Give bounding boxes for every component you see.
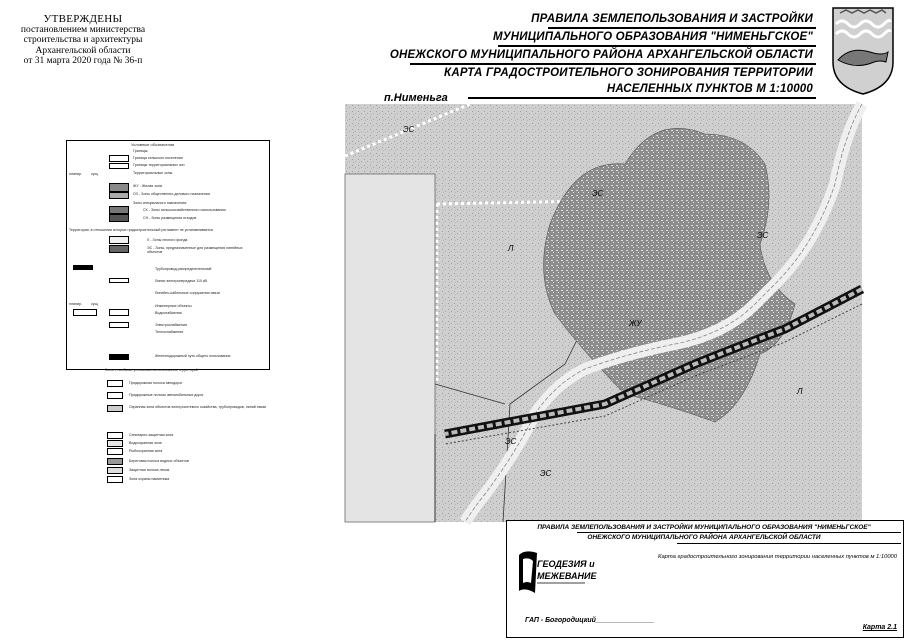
zone-item-4: Водоохранная зона [129, 441, 162, 445]
zone-item-0: Придорожная полоса автодорог [129, 381, 183, 385]
stamp-title-2: ОНЕЖСКОГО МУНИЦИПАЛЬНОГО РАЙОНА АРХАНГЕЛЬСКОЙ ОБЛАСТИ [587, 534, 821, 541]
approval-line-4: Архангельской области [35, 45, 131, 56]
legend-col-exist: сущ. [91, 172, 99, 176]
zones-title: Зоны с особыми условиями использования территорий [105, 368, 198, 372]
legend-item-1: Граница сельского поселения [133, 156, 183, 160]
legend-symbol-es [109, 245, 129, 253]
approval-line-5: от 31 марта 2020 года № 36-п [23, 56, 143, 66]
legend-symbol-zhu [109, 183, 129, 192]
zone-symbol-6 [107, 458, 123, 465]
legend [66, 140, 270, 370]
legend-item-4: ЖУ - Жилая зона [133, 184, 162, 188]
zone-item-6: Береговая полоса водных объектов [129, 459, 189, 463]
zone-symbol-2 [107, 405, 123, 412]
header-line-2: МУНИЦИПАЛЬНОГО ОБРАЗОВАНИЯ "НИМЕНЬГСКОЕ" [492, 31, 813, 43]
legend-symbol-border [109, 155, 129, 162]
zone-symbol-4 [107, 440, 123, 447]
header-underline-4 [468, 97, 816, 99]
legend-symbol-eng-plan [73, 309, 97, 316]
legend-item-10: Л - Зоны лесного фонда [147, 238, 188, 242]
logo-text-1: ГЕОДЕЗИЯ и [537, 559, 595, 569]
legend-item-8: СН - Зоны размещения отходов [143, 216, 197, 220]
legend-item-17: Электроснабжения [155, 323, 187, 327]
map-label-es-1: ЭС [403, 125, 415, 134]
header-line-5: НАСЕЛЕННЫХ ПУНКТОВ М 1:10000 [606, 83, 813, 95]
legend-symbol-eng-exist [109, 309, 129, 316]
stamp-title-1: ПРАВИЛА ЗЕМЛЕПОЛЬЗОВАНИЯ И ЗАСТРОЙКИ МУНИЦИПАЛЬНОГО ОБРАЗОВАНИЯ "НИМЕНЬГСКОЕ" [537, 524, 871, 531]
legend-item-2: Границы территориальных зон [133, 163, 185, 167]
legend-symbol-powerline [109, 278, 129, 283]
legend-title: Условные обозначения [131, 142, 175, 147]
map-label-es-2: ЭС [592, 189, 604, 198]
zone-item-1: Придорожные полосы автомобильных дорог [129, 393, 204, 397]
legend-symbol-sn [109, 214, 129, 222]
zone-item-3: Санитарно-защитная зона [129, 433, 174, 437]
zone-symbol-1 [107, 392, 123, 399]
approval-line-2: постановлением министерства [20, 24, 146, 35]
zone-parcel-left [345, 174, 435, 522]
header-line-4: КАРТА ГРАДОСТРОИТЕЛЬНОГО ЗОНИРОВАНИЯ ТЕРРИТОРИИ [444, 67, 813, 79]
approval-line-1: УТВЕРЖДЕНЫ [43, 13, 123, 25]
legend-item-14: Линейно-кабельные сооружения связи [155, 291, 220, 295]
legend-item-12: Трубопровод распределительный [155, 267, 212, 271]
header-underline-3 [410, 63, 816, 65]
stamp-rule-2 [677, 543, 901, 544]
logo-text-2: МЕЖЕВАНИЕ [537, 571, 597, 581]
legend-item-0: Границы: [133, 149, 149, 153]
legend-item-16: Водоснабжения [155, 311, 182, 315]
map-label-zhu: ЖУ [629, 319, 642, 328]
header-underline-2 [498, 45, 816, 47]
map-label-es-5: ЭС [540, 469, 552, 478]
legend-symbol-oz [109, 192, 129, 199]
legend-col-exist-2: сущ. [91, 302, 99, 306]
legend-item-5: ОЗ - Зоны общественно-делового назначения [133, 192, 210, 196]
map-label-l-1: Л [508, 244, 514, 253]
zone-symbol-0 [107, 380, 123, 387]
map-label-l-2: Л [797, 387, 803, 396]
approval-block [8, 14, 158, 67]
stamp-rule-1 [577, 532, 901, 533]
title-stamp [506, 520, 904, 638]
legend-col-plan-2: планир. [69, 302, 83, 306]
legend-zones [105, 368, 345, 493]
legend-symbol-railway [109, 354, 129, 360]
header-line-3: ОНЕЖСКОГО МУНИЦИПАЛЬНОГО РАЙОНА АРХАНГЕЛЬСКОЙ ОБЛАСТИ [389, 49, 813, 61]
legend-item-15: Инженерные объекты [155, 304, 192, 308]
header-line-1: ПРАВИЛА ЗЕМЛЕПОЛЬЗОВАНИЯ И ЗАСТРОЙКИ [531, 13, 813, 25]
legend-item-18: Теплоснабжения [155, 330, 184, 334]
map-label-es-3: ЭС [757, 231, 769, 240]
legend-symbol-sh [109, 206, 129, 214]
legend-item-9: Территории, в отношении которых градостроительный регламент не устанавливается [69, 228, 213, 232]
zone-item-2: Охранная зона объектов электросетевого хозяйства, трубопроводов, линий связи [129, 405, 267, 409]
coat-of-arms-icon [830, 4, 896, 96]
legend-item-3: Территориальные зоны [133, 171, 173, 175]
legend-item-7: СХ - Зоны сельскохозяйственного использования [143, 208, 226, 212]
zone-symbol-5 [107, 448, 123, 455]
map-label-es-4: ЭС [505, 437, 517, 446]
legend-symbol-pipe-plan [73, 265, 93, 270]
company-logo [515, 547, 597, 599]
zone-symbol-8 [107, 476, 123, 483]
stamp-subtitle: Карта градостроительного зонирования территории населенных пунктов м 1:10000 [658, 554, 897, 560]
legend-item-19: Железнодорожный путь общего пользования [155, 354, 231, 358]
legend-item-13: Линии электропередачи 110 кВ [155, 279, 207, 283]
legend-item-6: Зоны специального назначения: [133, 201, 188, 205]
header-underline-1 [548, 27, 816, 29]
zone-item-7: Защитная полоса лесов [129, 468, 170, 472]
stamp-sheet-number: Карта 2.1 [862, 624, 897, 631]
legend-symbol-zone-border [109, 163, 129, 169]
legend-symbol-water [109, 322, 129, 328]
zoning-map[interactable] [345, 104, 862, 522]
approval-line-3: строительства и архитектуры [23, 35, 143, 45]
zone-symbol-3 [107, 432, 123, 439]
stamp-gap: ГАП - Богородицкий_______________ [525, 617, 655, 624]
legend-symbol-l [109, 236, 129, 244]
legend-col-plan: планир. [69, 172, 83, 176]
zone-item-5: Рыбоохранная зона [129, 449, 163, 453]
legend-item-11: ЭС - Зоны, предназначенные для размещения линейных объектов [147, 246, 243, 254]
zone-item-8: Зона охраны памятника [129, 477, 170, 481]
place-name: п.Нименьга [384, 92, 448, 104]
zone-symbol-7 [107, 467, 123, 474]
